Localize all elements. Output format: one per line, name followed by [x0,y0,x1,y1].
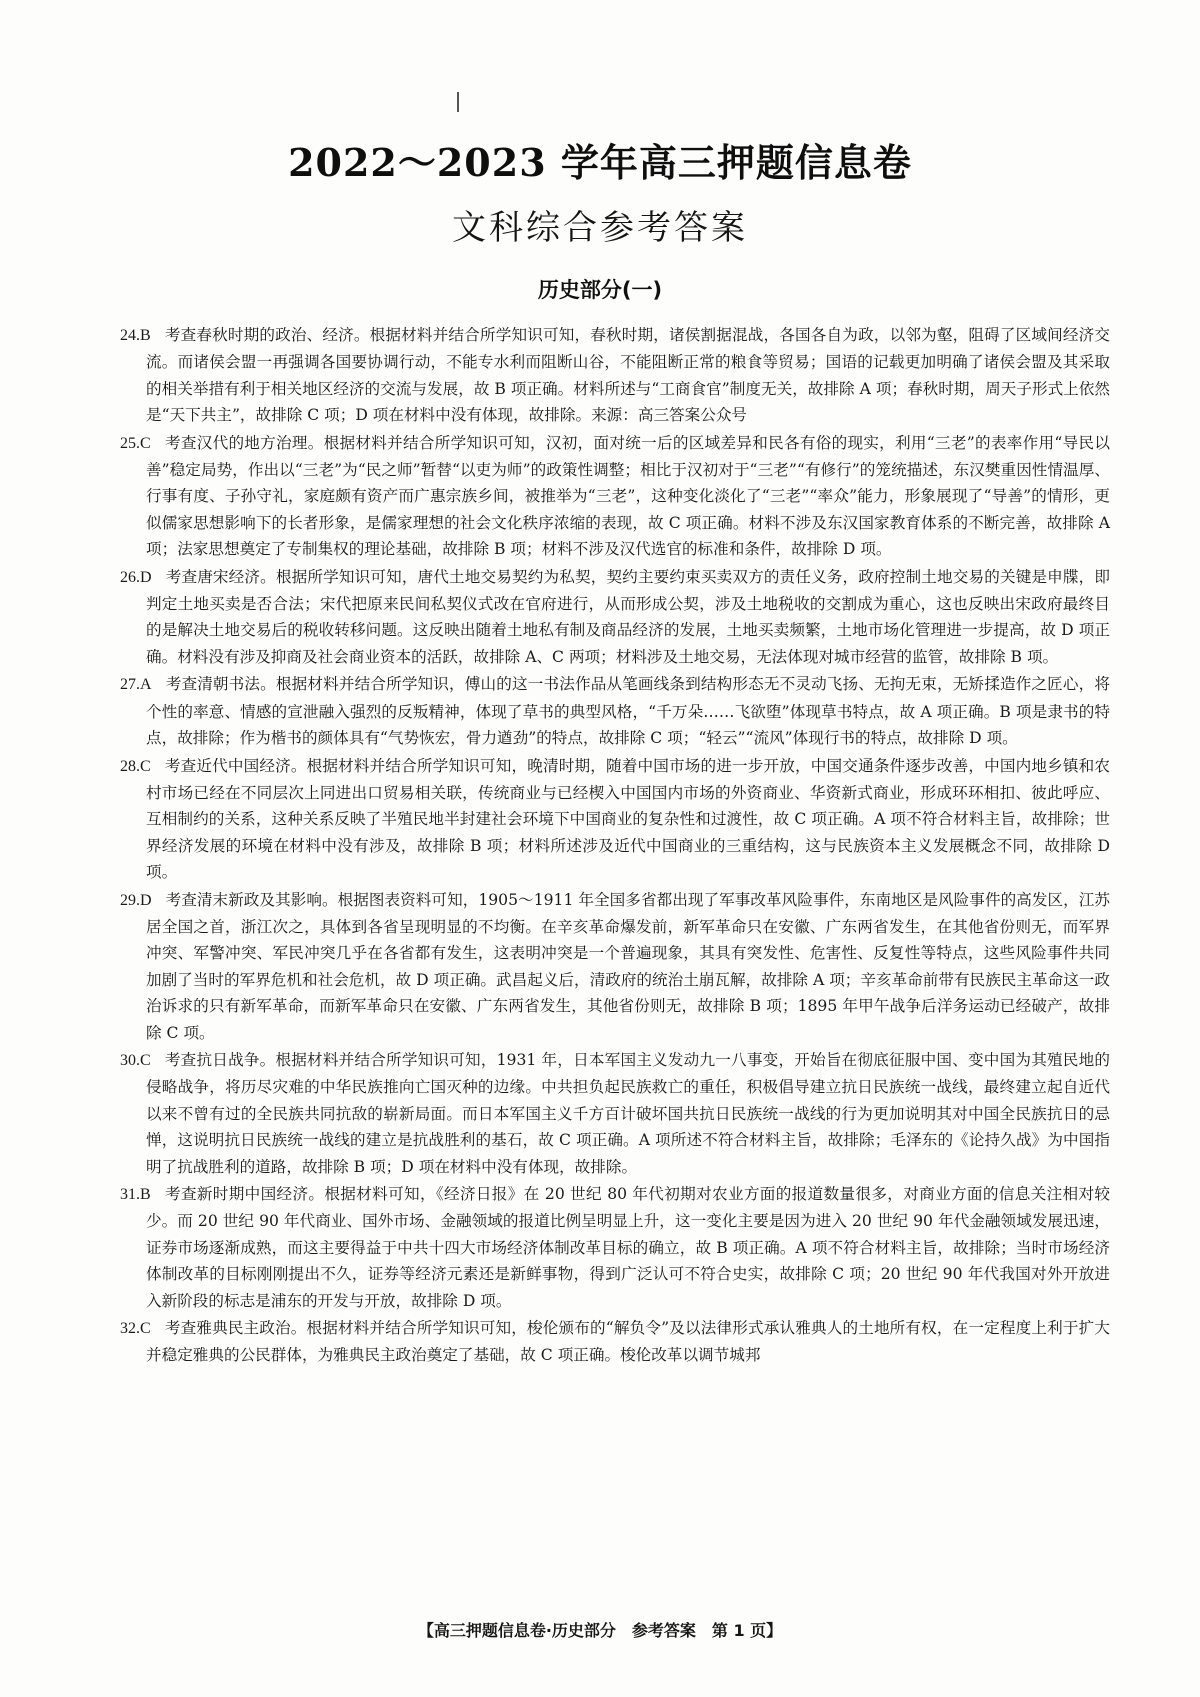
item-answer: D [140,891,152,909]
answer-item-31 [120,1181,1110,1314]
section-title: 历史部分(一) [537,278,663,302]
item-number: 30. [120,1051,140,1069]
answer-item-24 [120,322,1110,429]
item-explanation: 考查唐宋经济。根据所学知识可知，唐代土地交易契约为私契，契约主要约束买卖双方的责任义务，政府控制土地交易的关键是申牒，即判定土地买卖是否合法；宋代把原来民间私契仪式改在官府进行，从而形成公契，涉及土地税收的交割成为重心，这也反映出宋政府最终目的是解决土地交易后的税收转移问题。这反映出随着土地私有制及商品经济的发展，土地买卖频繁，土地市场化管理进一步提高，故 D 项正确。材料没有涉及抑商及社会商业资本的活跃，故排除 A、C 两项；材料涉及土地交易，无法体现对城市经营的监管，故排除 B 项。 [146,567,1110,666]
item-number: 29. [120,891,140,909]
item-answer: C [140,434,151,452]
document-subtitle: 文科综合参考答案 [452,208,748,248]
item-answer: C [140,1320,151,1338]
item-explanation: 考查清末新政及其影响。根据图表资料可知，1905～1911 年全国多省都出现了军事改革风险事件，东南地区是风险事件的高发区，江苏居全国之首，浙江次之，具体到各省呈现明显的不均衡。在辛亥革命爆发前，新军革命只在安徽、广东两省发生，在其他省份则无，而军界冲突、军警冲突、军民冲突几乎在各省都有发生，这表明冲突是一个普遍现象，其具有突发性、危害性、反复性等特点，这些风险事件共同加剧了当时的军界危机和社会危机，故 D 项正确。武昌起义后，清政府的统治土崩瓦解，故排除 A 项；辛亥革命前带有民族民主革命这一政治诉求的只有新军革命，而新军革命只在安徽、广东两省发生，其他省份则无，故排除 B 项；1895 年甲午战争后洋务运动已经破产，故排除 C 项。 [146,890,1110,1042]
item-answer: C [140,757,151,775]
item-answer: B [140,1186,151,1203]
scan-mark [457,92,459,112]
item-number: 25. [120,434,140,452]
document-title: 2022～2023 学年高三押题信息卷 [288,140,912,185]
page-footer: 【高三押题信息卷·历史部分 参考答案 第 1 页】 [417,1621,783,1640]
item-number: 27. [120,676,140,694]
answer-item-32 [120,1315,1110,1369]
item-explanation: 考查春秋时期的政治、经济。根据材料并结合所学知识可知，春秋时期，诸侯割据混战，各国各自为政，以邻为壑，阻碍了区域间经济交流。而诸侯会盟一再强调各国要协调行动，不能专水利而阻断山谷，不能阻断正常的粮食等贸易；国语的记载更加明确了诸侯会盟及其采取的相关举措有利于相关地区经济的交流与发展，故 B 项正确。材料所述与“工商食官”制度无关，故排除 A 项；春秋时期，周天子形式上依然是“天下共主”，故排除 C 项；D 项在材料中没有体现，故排除。来源：高三答案公众号 [146,326,1110,425]
item-explanation: 考查雅典民主政治。根据材料并结合所学知识可知，梭伦颁布的“解负令”及以法律形式承认雅典人的土地所有权，在一定程度上利于扩大并稳定雅典的公民群体，为雅典民主政治奠定了基础，故 C 项正确。梭伦改革以调节城邦 [146,1319,1110,1365]
answer-item-25 [120,430,1110,563]
answer-item-26 [120,564,1110,671]
item-number: 24. [120,327,140,344]
item-number: 26. [120,568,140,586]
item-answer: C [140,1051,151,1069]
item-answer: A [140,676,152,694]
item-explanation: 考查新时期中国经济。根据材料可知，《经济日报》在 20 世纪 80 年代初期对农业方面的报道数量很多，对商业方面的信息关注相对较少。而 20 世纪 90 年代商业、国外市场、金融领域的报道比例呈明显上升，这一变化主要是因为进入 20 世纪 90 年代金融领域发展迅速，证券市场逐渐成熟，而这主要得益于中共十四大市场经济体制改革目标的确立，故 B 项正确。A 项不符合材料主旨，故排除；当时市场经济体制改革的目标刚刚提出不久，证券等经济元素还是新鲜事物，得到广泛认可不符合史实，故排除 C 项；20 世纪 90 年代我国对外开放进入新阶段的标志是浦东的开发与开放，故排除 D 项。 [146,1185,1110,1310]
answer-item-27 [120,671,1110,751]
item-number: 28. [120,757,140,775]
item-explanation: 考查抗日战争。根据材料并结合所学知识可知，1931 年，日本军国主义发动九一八事变，开始旨在彻底征服中国、变中国为其殖民地的侵略战争，将历尽灾难的中华民族推向亡国灭种的边缘。中共担负起民族救亡的重任，积极倡导建立抗日民族统一战线，最终建立起自近代以来不曾有过的全民族共同抗敌的崭新局面。而日本军国主义千方百计破坏国共抗日民族统一战线的行为更加说明其对中国全民族抗日的忌惮，这说明抗日民族统一战线的建立是抗战胜利的基石，故 C 项正确。A 项所述不符合材料主旨，故排除；毛泽东的《论持久战》为中国指明了抗战胜利的道路，故排除 B 项；D 项在材料中没有体现，故排除。 [146,1050,1110,1176]
item-explanation: 考查近代中国经济。根据材料并结合所学知识可知，晚清时期，随着中国市场的进一步开放，中国交通条件逐步改善，中国内地乡镇和农村市场已经在不同层次上同进出口贸易相关联，传统商业与已经楔入中国国内市场的外资商业、华资新式商业，形成环环相扣、彼此呼应、互相制约的关系，这种关系反映了半殖民地半封建社会环境下中国商业的复杂性和过渡性，故 C 项正确。A 项不符合材料主旨，故排除；世界经济发展的环境在材料中没有涉及，故排除 B 项；材料所述涉及近代中国商业的三重结构，这与民族资本主义发展概念不同，故排除 D 项。 [146,756,1110,882]
answer-item-30 [120,1047,1110,1180]
item-number: 31. [120,1186,140,1203]
item-answer: B [140,327,151,344]
answer-item-29 [120,887,1110,1046]
answer-item-28 [120,753,1110,886]
item-answer: D [140,568,152,586]
answer-list [120,322,1110,1370]
item-number: 32. [120,1320,140,1338]
item-explanation: 考查清朝书法。根据材料并结合所学知识，傅山的这一书法作品从笔画线条到结构形态无不灵动飞扬、无拘无束，无矫揉造作之匠心，将个性的率意、情感的宣泄融入强烈的反叛精神，体现了草书的典型风格，“千万朵……飞欲堕”体现草书特点，故 A 项正确。B 项是隶书的特点，故排除；作为楷书的颜体具有“气势恢宏，骨力遒劲”的特点，故排除 C 项；“轻云”“流风”体现行书的特点，故排除 D 项。 [146,675,1110,748]
item-explanation: 考查汉代的地方治理。根据材料并结合所学知识可知，汉初，面对统一后的区域差异和民各有俗的现实，利用“三老”的表率作用“导民以善”稳定局势，作出以“三老”为“民之师”暂替“以吏为师”的政策性调整；相比于汉初对于“三老”“有修行”的笼统描述，东汉樊重因性情温厚、行事有度、子孙守礼，家庭颇有资产而广惠宗族乡间，被推举为“三老”，这种变化淡化了“三老”“率众”能力，形象展现了“导善”的情形，更似儒家思想影响下的长者形象，是儒家理想的社会文化秩序浓缩的表现，故 C 项正确。材料不涉及东汉国家教育体系的不断完善，故排除 A 项；法家思想奠定了专制集权的理论基础，故排除 B 项；材料不涉及汉代选官的标准和条件，故排除 D 项。 [146,433,1110,559]
